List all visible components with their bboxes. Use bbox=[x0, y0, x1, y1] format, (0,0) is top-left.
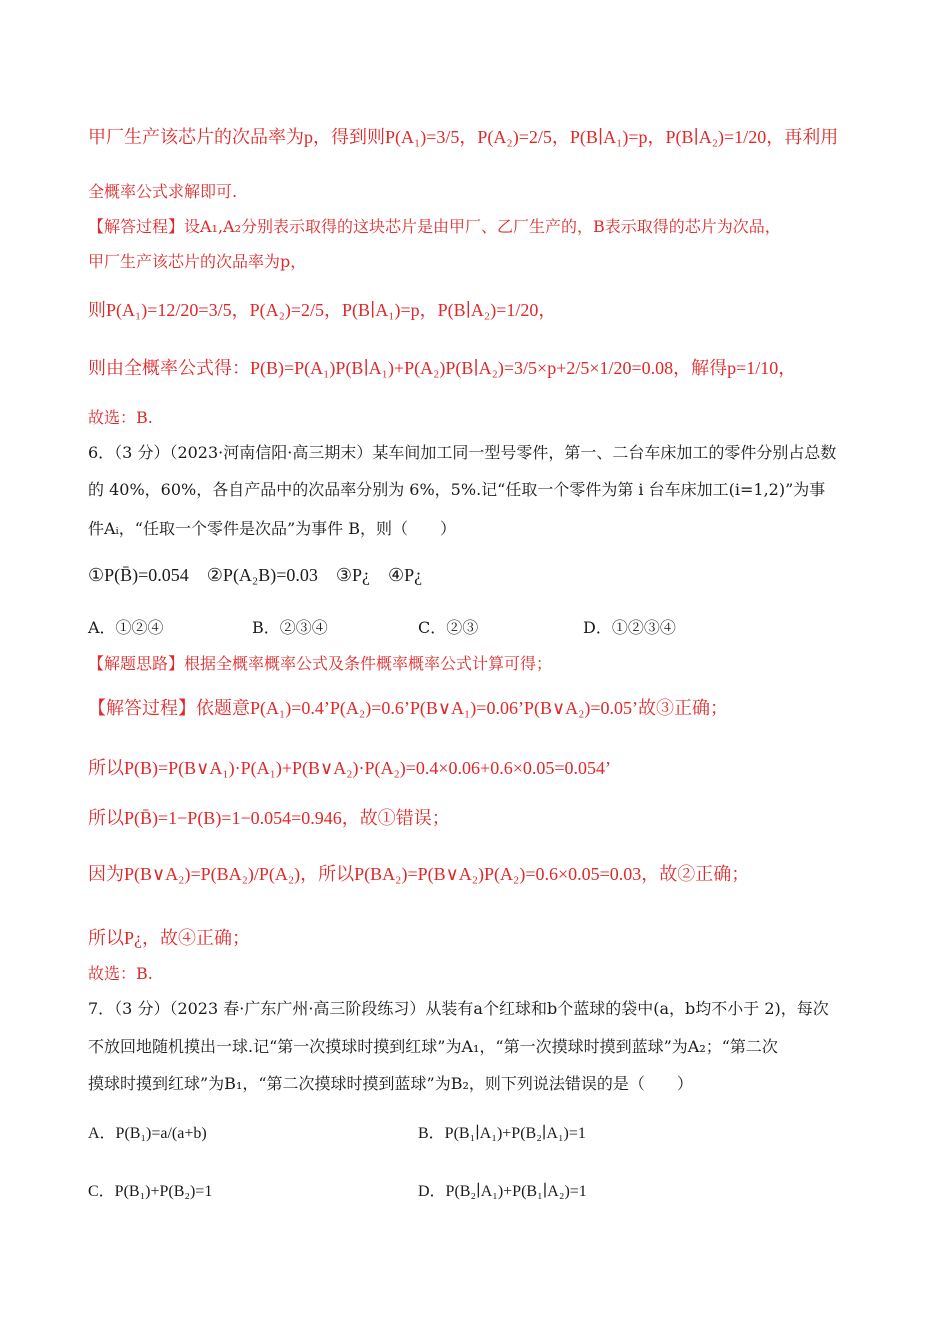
q7-stem-line-3: 摸球时摸到红球”为B₁，“第二次摸球时摸到蓝球”为B₂，则下列说法错误的是（ ） bbox=[88, 1074, 693, 1093]
q6-stem-line-3: 件Aᵢ，“任取一个零件是次品”为事件 B，则（ ） bbox=[88, 519, 456, 538]
q5-solution-line-3: 则P(A₁)=12/20=3/5，P(A₂)=2/5，P(B∣A₁)=p，P(B∣A₂)=1/20， bbox=[88, 300, 557, 320]
q6-stem-line-2: 的 40%，60%，各自产品中的次品率分别为 6%，5%.记“任取一个零件为第 i 台车床加工(i=1,2)”为事 bbox=[88, 480, 826, 499]
hint-continued-line-1: 甲厂生产该芯片的次品率为p，得到则P(A₁)=3/5，P(A₂)=2/5，P(B∣A₁)=p，P(B∣A₂)=1/20，再利用 bbox=[88, 127, 839, 147]
q6-solution-line-3: 所以P(B̄)=1−P(B)=1−0.054=0.946，故①错误； bbox=[88, 808, 450, 828]
q7-option-c: C．P(B₁)+P(B₂)=1 bbox=[88, 1183, 213, 1200]
q5-answer: 故选：B. bbox=[88, 408, 153, 427]
q6-option-b: B．②③④ bbox=[252, 618, 328, 637]
q5-solution-line-4: 则由全概率公式得：P(B)=P(A₁)P(B∣A₁)+P(A₂)P(B∣A₂)=3/5×p+2/5×1/20=0.08，解得p=1/10， bbox=[88, 358, 797, 378]
q7-stem-line-1: 7．（3 分）（2023 春·广东广州·高三阶段练习）从装有a个红球和b个蓝球的袋中(a，b均不小于 2)，每次 bbox=[88, 999, 829, 1018]
q5-solution-line-1: 【解答过程】设A₁,A₂分别表示取得的这块芯片是由甲厂、乙厂生产的，B表示取得的芯片为次品， bbox=[88, 217, 781, 236]
q6-solution-line-1: 【解答过程】依题意P(A₁)=0.4’P(A₂)=0.6’P(B∨A₁)=0.06’P(B∨A₂)=0.05’故③正确； bbox=[88, 698, 729, 718]
q6-solution-line-4: 因为P(B∨A₂)=P(BA₂)/P(A₂)，所以P(BA₂)=P(B∨A₂)P(A₂)=0.6×0.05=0.03，故②正确； bbox=[88, 864, 750, 884]
q6-stem-line-1: 6．（3 分）（2023·河南信阳·高三期末）某车间加工同一型号零件，第一、二台车床加工的零件分别占总数 bbox=[88, 443, 837, 462]
q5-solution-line-2: 甲厂生产该芯片的次品率为p， bbox=[88, 252, 307, 271]
q6-solution-line-5: 所以P¿，故④正确； bbox=[88, 928, 250, 948]
hint-continued-line-2: 全概率公式求解即可. bbox=[88, 182, 238, 201]
q7-option-a: A．P(B₁)=a/(a+b) bbox=[88, 1125, 207, 1142]
q6-statements: ①P(B̄)=0.054 ②P(A₂B)=0.03 ③P¿ ④P¿ bbox=[88, 565, 423, 585]
q6-option-d: D．①②③④ bbox=[583, 618, 676, 637]
q6-idea: 【解题思路】根据全概率概率公式及条件概率概率公式计算可得； bbox=[88, 654, 553, 673]
q7-option-d: D．P(B₂∣A₁)+P(B₁∣A₂)=1 bbox=[418, 1183, 587, 1200]
q6-answer: 故选：B. bbox=[88, 964, 153, 983]
q6-option-c: C．②③ bbox=[418, 618, 479, 637]
q6-solution-line-2: 所以P(B)=P(B∨A₁)·P(A₁)+P(B∨A₂)·P(A₂)=0.4×0.06+0.6×0.05=0.054’ bbox=[88, 758, 612, 778]
q6-option-a: A．①②④ bbox=[88, 618, 164, 637]
q7-option-b: B．P(B₁∣A₁)+P(B₂∣A₁)=1 bbox=[418, 1125, 586, 1142]
q7-stem-line-2: 不放回地随机摸出一球.记“第一次摸球时摸到红球”为A₁，“第一次摸球时摸到蓝球”为A₂；“第二次 bbox=[88, 1037, 778, 1056]
